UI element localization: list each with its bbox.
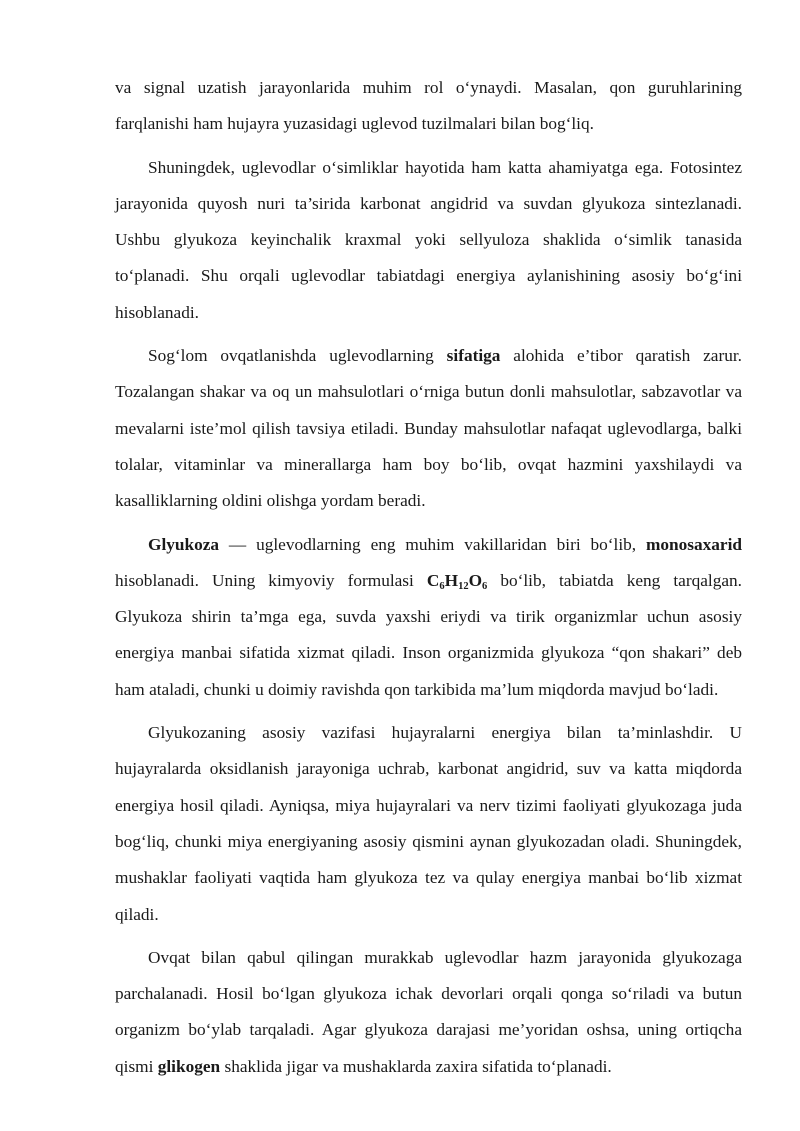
paragraph-digestion [115, 940, 742, 1085]
paragraph-text: Sog‘lom ovqatlanishda uglevodlarning [148, 346, 447, 366]
chemical-formula: $C_6H_{12}O_6$ [426, 570, 488, 592]
bold-term-sifatiga: sifatiga [446, 346, 501, 366]
paragraph-continuation [115, 70, 742, 143]
paragraph-text: bo‘lib, tabiatda keng tarqalgan. Glyukoza shirin ta’mga ega, suvda yaxshi eriydi va tirik organizmlar uchun asosiy energiya manbai sifatida xizmat qiladi. Inson organizmida glyukoza “qon shakari” deb ham ataladi, chunki u doimiy ravishda qon tarkibida ma’lum miqdorda mavjud bo‘ladi. [115, 570, 742, 699]
paragraph-text: Shuningdek, uglevodlar o‘simliklar hayotida ham katta ahamiyatga ega. Fotosintez jarayonida quyosh nuri ta’sirida karbonat angidrid va suvdan glyukoza sintezlanadi. Ushbu glyukoza keyinchalik kraxmal yoki sellyuloza shaklida o‘simlik tanasida to‘planadi. Shu orqali uglevodlar tabiatdagi energiya aylanishining asosiy bo‘g‘ini hisoblanadi. [115, 157, 742, 322]
paragraph-text: shaklida jigar va mushaklarda zaxira sifatida to‘planadi. [220, 1056, 612, 1076]
bold-term-monosaxarid: monosaxarid [645, 534, 742, 554]
paragraph-glucose [115, 527, 742, 708]
body-text [115, 70, 742, 1092]
bold-term-glyukoza: Glyukoza [148, 534, 220, 554]
bold-term-glikogen: glikogen [157, 1056, 221, 1076]
paragraph-text: hisoblanadi. Uning kimyoviy formulasi [115, 570, 427, 590]
paragraph-text: alohida e’tibor qaratish zarur. Tozalangan shakar va oq un mahsulotlari o‘rniga butun donli mahsulotlar, sabzavotlar va mevalarni iste’mol qilish tavsiya etiladi. Bunday mahsulotlar nafaqat uglevodlarga, balki tolalar, vitaminlar va minerallarga ham boy bo‘lib, ovqat hazmini yaxshilaydi va kasalliklarning oldini olishga yordam beradi. [115, 346, 742, 511]
paragraph-glucose-function [115, 715, 742, 933]
paragraph-text: — uglevodlarning eng muhim vakillaridan biri bo‘lib, [219, 534, 646, 554]
paragraph-healthy-eating [115, 338, 742, 519]
paragraph-text: Ovqat bilan qabul qilingan murakkab uglevodlar hazm jarayonida glyukozaga parchalanadi. Hosil bo‘lgan glyukoza ichak devorlari orqali qonga so‘riladi va butun organizm bo‘ylab tarqaladi. Agar glyukoza darajasi me’yoridan oshsa, uning ortiqcha qismi [115, 947, 742, 1076]
paragraph-text: Glyukozaning asosiy vazifasi hujayralarni energiya bilan ta’minlashdir. U hujayralarda oksidlanish jarayoniga uchrab, karbonat angidrid, suv va katta miqdorda energiya hosil qiladi. Ayniqsa, miya hujayralari va nerv tizimi faoliyati glyukozaga juda bog‘liq, chunki miya energiyaning asosiy qismini aynan glyukozadan oladi. Shuningdek, mushaklar faoliyati vaqtida ham glyukoza tez va qulay energiya manbai bo‘lib xizmat qiladi. [115, 723, 742, 924]
paragraph-plants [115, 150, 742, 331]
paragraph-text: va signal uzatish jarayonlarida muhim rol o‘ynaydi. Masalan, qon guruhlarining farqlanishi ham hujayra yuzasidagi uglevod tuzilmalari bilan bog‘liq. [115, 78, 742, 134]
